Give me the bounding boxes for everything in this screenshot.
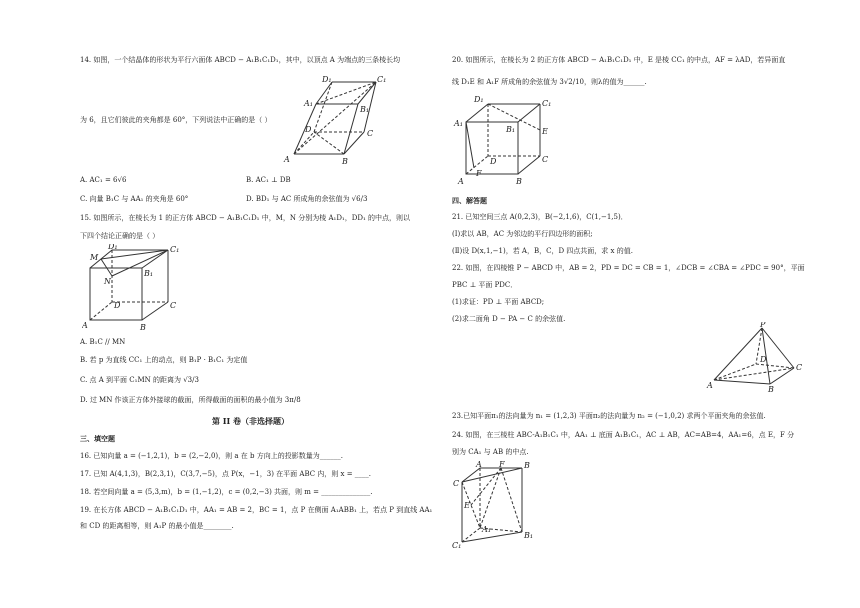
q15-cube-figure	[82, 244, 182, 332]
q24-line2: 别为 CA₁ 与 AB 的中点.	[452, 448, 529, 456]
q15-label-c1: C₁	[170, 245, 180, 254]
q14-label-c: C	[367, 129, 374, 138]
q22-line1: 22. 如图，在四棱锥 P − ABCD 中，AB = 2，PD = DC = CB = 1，∠DCB = ∠CBA = ∠PDC = 90°，平面	[452, 264, 805, 272]
q15-label-d: D	[114, 301, 121, 310]
q20-label-a1: A₁	[454, 119, 463, 128]
q15-label-d1: D₁	[108, 244, 118, 251]
q20-label-e: E	[542, 127, 548, 136]
q14-option-b: B. AC₁ ⊥ DB	[246, 176, 291, 184]
q22-pyramid-figure	[706, 322, 806, 392]
q19-line2: 和 CD 的距离相等，则 A₁P 的最小值是________.	[80, 522, 234, 530]
q22-label-a: A	[707, 381, 713, 390]
q20-label-b: B	[516, 177, 522, 186]
q21-line2: (Ⅰ)求以 AB，AC 为邻边的平行四边形的面积;	[452, 230, 593, 238]
q14-option-a: A. AC₁ = 6√6	[80, 176, 127, 184]
q23: 23.已知平面π₁的法向量为 n₁ = (1,2,3) 平面π₂的法向量为 n₂ = (−1,0,2) 求两个平面夹角的余弦值.	[452, 412, 766, 420]
q20-line2: 线 D₁E 和 A₁F 所成角的余弦值为 3√2/10，则λ的值为______.	[452, 78, 647, 86]
q15-option-d: D. 过 MN 作该正方体外接球的截面，所得截面的面积的最小值为 3π/8	[80, 396, 301, 404]
q20-line1: 20. 如图所示，在棱长为 2 的正方体 ABCD − A₁B₁C₁D₁ 中，E 是棱 CC₁ 的中点，AF = λAD，若异面直	[452, 56, 786, 64]
q15-line1: 15. 如图所示，在棱长为 1 的正方体 ABCD − A₁B₁C₁D₁ 中，M，N 分别为棱 A₁D₁，DD₁ 的中点，则以	[80, 214, 410, 222]
q22-label-b: B	[768, 385, 774, 392]
q20-label-f: F	[476, 169, 482, 178]
q14-label-c1: C₁	[377, 75, 387, 84]
q15-option-c: C. 点 A 到平面 C₁MN 的距离为 √3/3	[80, 376, 199, 384]
q24-label-a1: A₁	[482, 525, 491, 534]
q24-label-c1: C₁	[452, 541, 462, 550]
q14-label-b: B	[342, 157, 348, 166]
q24-label-b1: B₁	[524, 531, 534, 540]
q22-label-p: P	[760, 322, 766, 329]
q20-label-b1: B₁	[506, 125, 516, 134]
q14-label-a: A	[284, 155, 290, 164]
q24-label-a: A	[476, 460, 482, 469]
q16: 16. 已知向量 a = (−1,2,1)，b = (2,−2,0)，则 a 在 b 方向上的投影数量为______.	[80, 452, 343, 460]
q17: 17. 已知 A(4,1,3)，B(2,3,1)，C(3,7,−5)，点 P(x，−1，3) 在平面 ABC 内，则 x = ____.	[80, 470, 372, 478]
q19-line1: 19. 在长方体 ABCD − A₁B₁C₁D₁ 中，AA₁ = AB = 2，BC = 1，点 P 在侧面 A₁ABB₁ 上，若点 P 到直线 AA₁	[80, 506, 433, 514]
q14-parallelepiped-figure	[280, 72, 390, 168]
q20-label-a: A	[458, 177, 464, 186]
q21-line1: 21. 已知空间三点 A(0,2,3)，B(−2,1,6)，C(1,−1,5)．	[452, 213, 628, 221]
q22-label-d: D	[760, 355, 767, 364]
q15-option-a: A. B₁C // MN	[80, 338, 126, 346]
q14-label-b1: B₁	[360, 105, 370, 114]
q22-line4: (2)求二面角 D − PA − C 的余弦值.	[452, 315, 566, 323]
q14-label-d: D	[305, 125, 312, 134]
q14-label-a1: A₁	[304, 99, 313, 108]
q14-line2: 为 6，且它们彼此的夹角都是 60°，下列说法中正确的是（ ）	[80, 116, 272, 124]
q14-label-d1: D₁	[322, 75, 332, 84]
q20-label-c: C	[542, 155, 549, 164]
q15-line2: 下四个结论正确的是（ ）	[80, 232, 160, 240]
q14-option-c: C. 向量 B₁C 与 AA₁ 的夹角是 60°	[80, 195, 189, 203]
q20-label-d1: D₁	[474, 95, 484, 104]
q24-line1: 24. 如图，在三棱柱 ABC-A₁B₁C₁ 中，AA₁ ⊥ 底面 A₁B₁C₁，AC ⊥ AB，AC=AB=4，AA₁=6，点 E，F 分	[452, 431, 795, 439]
q15-label-b: B	[140, 323, 146, 332]
section3-heading: 三、填空题	[80, 434, 115, 443]
q22-label-c: C	[796, 363, 803, 372]
q20-cube-figure	[452, 94, 562, 190]
q15-option-b: B. 若 p 为直线 CC₁ 上的动点，则 B₁P · B₁C₁ 为定值	[80, 356, 248, 364]
q20-label-c1: C₁	[542, 99, 552, 108]
q14-option-d: D. BD₁ 与 AC 所成角的余弦值为 √6/3	[246, 195, 368, 203]
q15-label-b1: B₁	[144, 269, 154, 278]
q15-label-c: C	[170, 301, 177, 310]
q22-line3: (1)求证：PD ⊥ 平面 ABCD;	[452, 298, 545, 306]
q18: 18. 若空间向量 a = (5,3,m)，b = (1,−1,2)，c = (0,2,−3) 共面，则 m = ______________.	[80, 488, 373, 496]
q15-label-a: A	[82, 321, 88, 330]
q24-label-f: F	[499, 460, 505, 469]
q24-label-e: E	[464, 501, 470, 510]
q21-line3: (Ⅱ)设 D(x,1,−1)，若 A，B，C，D 四点共面，求 x 的值.	[452, 247, 633, 255]
q15-label-m: M	[90, 253, 99, 262]
q20-label-d: D	[490, 157, 497, 166]
q24-prism-figure	[450, 460, 540, 550]
q22-line2: PBC ⊥ 平面 PDC．	[452, 281, 518, 289]
section4-heading: 四、解答题	[452, 196, 487, 205]
q15-label-n: N	[104, 277, 111, 286]
q24-label-c: C	[453, 479, 460, 488]
q14-line1: 14. 如图，一个结晶体的形状为平行六面体 ABCD − A₁B₁C₁D₁，其中，以顶点 A 为端点的三条棱长均	[80, 56, 401, 64]
part2-title: 第 II 卷（非选择题）	[212, 416, 290, 426]
q24-label-b: B	[524, 461, 530, 470]
